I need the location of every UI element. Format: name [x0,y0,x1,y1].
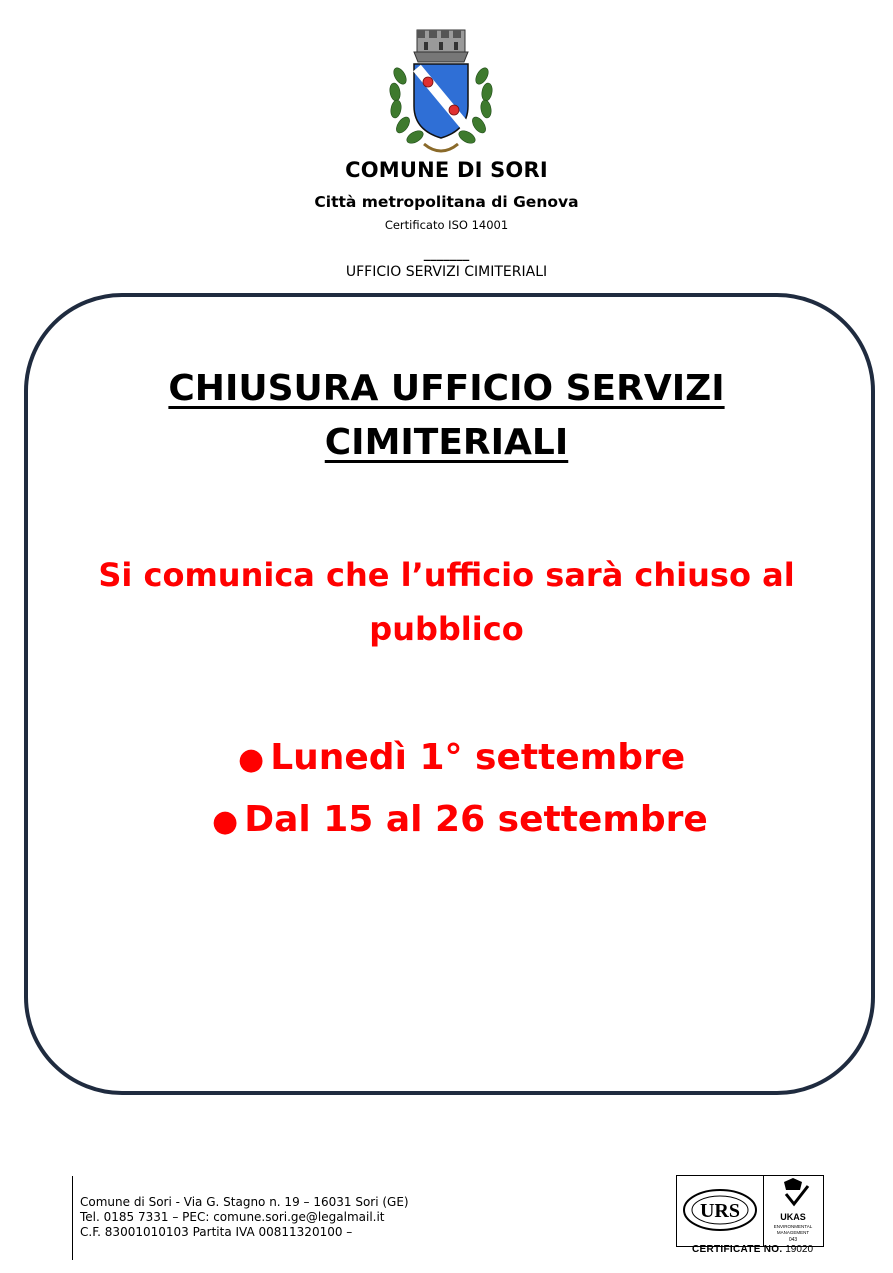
ukas-logo [764,1176,823,1246]
office-name: UFFICIO SERVIZI CIMITERIALI [345,264,548,280]
crown-icon [784,1178,802,1190]
certification-logo [676,1175,824,1247]
urs-mark-icon [677,1176,763,1246]
header-divider: _______ [423,247,470,262]
notice-body-line-1: Si comunica che l’ufficio sarà chiuso al [98,556,795,594]
notice-title-line-2: CIMITERIALI [324,422,569,463]
notice-body-line-2: pubblico [369,610,524,648]
certificate-label: CERTIFICATE NO. [692,1244,783,1255]
notice-title [0,362,893,470]
notice-title-line-1: CHIUSURA UFFICIO SERVIZI [168,368,725,409]
footer-fiscal: C.F. 83001010103 Partita IVA 00811320100 – [80,1225,353,1239]
closure-date-1: Lunedì 1° settembre [270,737,686,778]
footer-address-line [80,1195,409,1210]
footer-contact-block [80,1195,409,1240]
footer-divider [72,1176,73,1260]
footer-name: Comune di Sori [80,1195,172,1209]
footer-contacts: Tel. 0185 7331 – PEC: comune.sori.ge@legalmail.it [80,1210,385,1224]
coat-of-arms-logo [384,26,498,162]
list-item [238,728,685,790]
urs-logo [677,1176,764,1246]
ukas-mark-text: UKAS [780,1212,806,1222]
shield-icon [414,64,468,138]
municipality-name: COMUNE DI SORI [345,158,548,182]
closure-date-2: Dal 15 al 26 settembre [244,799,708,840]
notice-body [60,548,833,656]
ukas-sub-1: ENVIRONMENTAL [773,1224,813,1229]
crown-icon [414,30,468,62]
list-item [212,790,708,852]
bullet-icon: ● [212,804,239,839]
certificate-number-caption [692,1244,813,1255]
bullet-icon: ● [238,742,265,777]
metro-city-name: Città metropolitana di Genova [314,193,579,211]
urs-mark-text: URS [699,1200,741,1222]
certificate-number: 19020 [785,1244,814,1255]
ukas-code: 043 [788,1237,798,1243]
ukas-sub-2: MANAGEMENT [776,1230,810,1235]
iso-certification: Certificato ISO 14001 [384,218,509,232]
footer-address: - Via G. Stagno n. 19 – 16031 Sori (GE) [171,1195,409,1209]
